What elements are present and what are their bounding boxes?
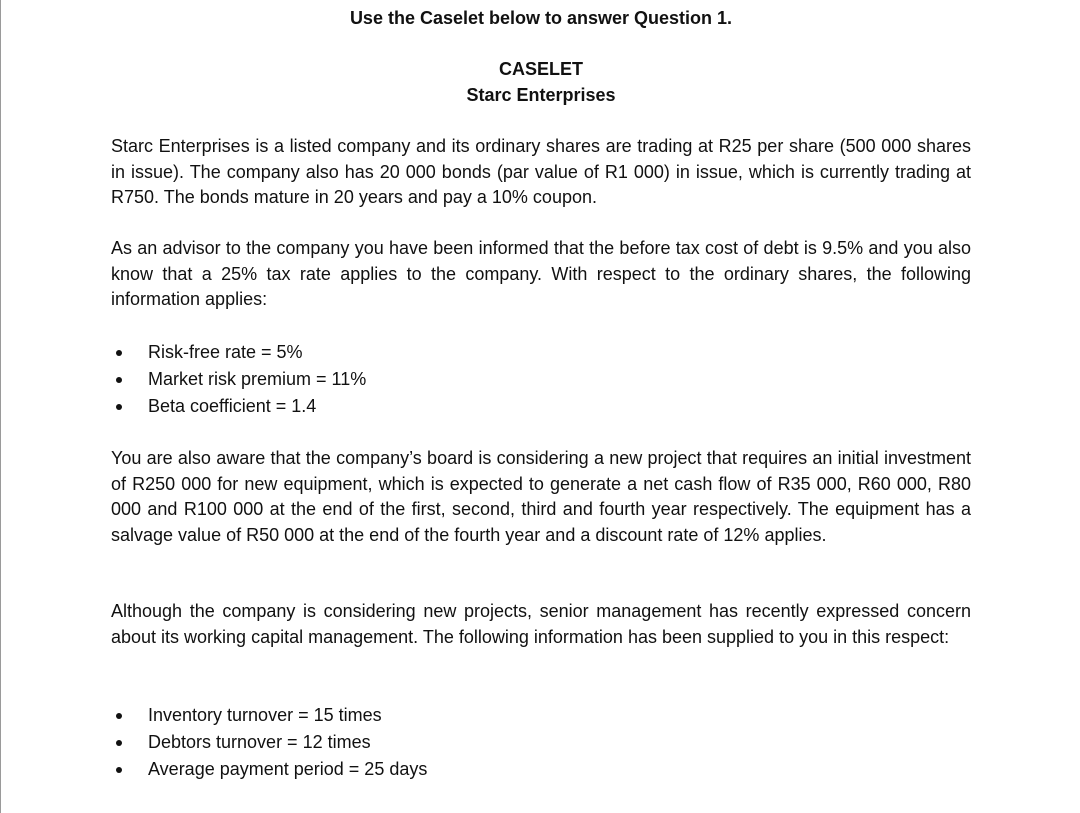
- list-item: [111, 729, 427, 756]
- list-item: [111, 702, 427, 729]
- company-heading: Starc Enterprises: [466, 85, 616, 105]
- share-info-list: [111, 339, 366, 420]
- bullet-icon: [116, 404, 122, 410]
- bullet-icon: [116, 377, 122, 383]
- list-item: [111, 366, 366, 393]
- bullet-icon: [116, 767, 122, 773]
- bullet-icon: [116, 740, 122, 746]
- list-item-text: Debtors turnover = 12 times: [148, 732, 371, 752]
- paragraph-working-capital: Although the company is considering new projects, senior management has recently expressed concern about its working capital management. The following information has been supplied to you in this respect:: [111, 601, 971, 647]
- list-item-text: Average payment period = 25 days: [148, 759, 428, 779]
- caselet-heading: CASELET: [498, 59, 583, 79]
- list-item: [111, 756, 427, 783]
- list-item-text: Beta coefficient = 1.4: [148, 396, 317, 416]
- list-item-text: Market risk premium = 11%: [148, 369, 367, 389]
- bullet-icon: [116, 713, 122, 719]
- list-item: [111, 339, 366, 366]
- list-item-text: Risk-free rate = 5%: [148, 342, 303, 362]
- list-item-text: Inventory turnover = 15 times: [148, 705, 382, 725]
- list-item: [111, 393, 366, 420]
- paragraph-new-project: You are also aware that the company’s board is considering a new project that requires an initial investment of R250 000 for new equipment, which is expected to generate a net cash flow of R35 000, R60 000, R80 000 and R100 000 at the end of the first, second, third and fourth year respectively. The equipment has a salvage value of R50 000 at the end of the fourth year and a discount rate of 12% applies.: [111, 448, 971, 545]
- paragraph-company-overview: Starc Enterprises is a listed company and its ordinary shares are trading at R25 per share (500 000 shares in issue). The company also has 20 000 bonds (par value of R1 000) in issue, which is currently trading at R750. The bonds mature in 20 years and pay a 10% coupon.: [111, 136, 971, 208]
- paragraph-cost-of-debt: As an advisor to the company you have been informed that the before tax cost of debt is 9.5% and you also know that a 25% tax rate applies to the company. With respect to the ordinary shares, the following information applies:: [111, 238, 971, 310]
- instruction-text: Use the Caselet below to answer Question 1.: [349, 8, 733, 28]
- bullet-icon: [116, 350, 122, 356]
- working-capital-list: [111, 702, 427, 783]
